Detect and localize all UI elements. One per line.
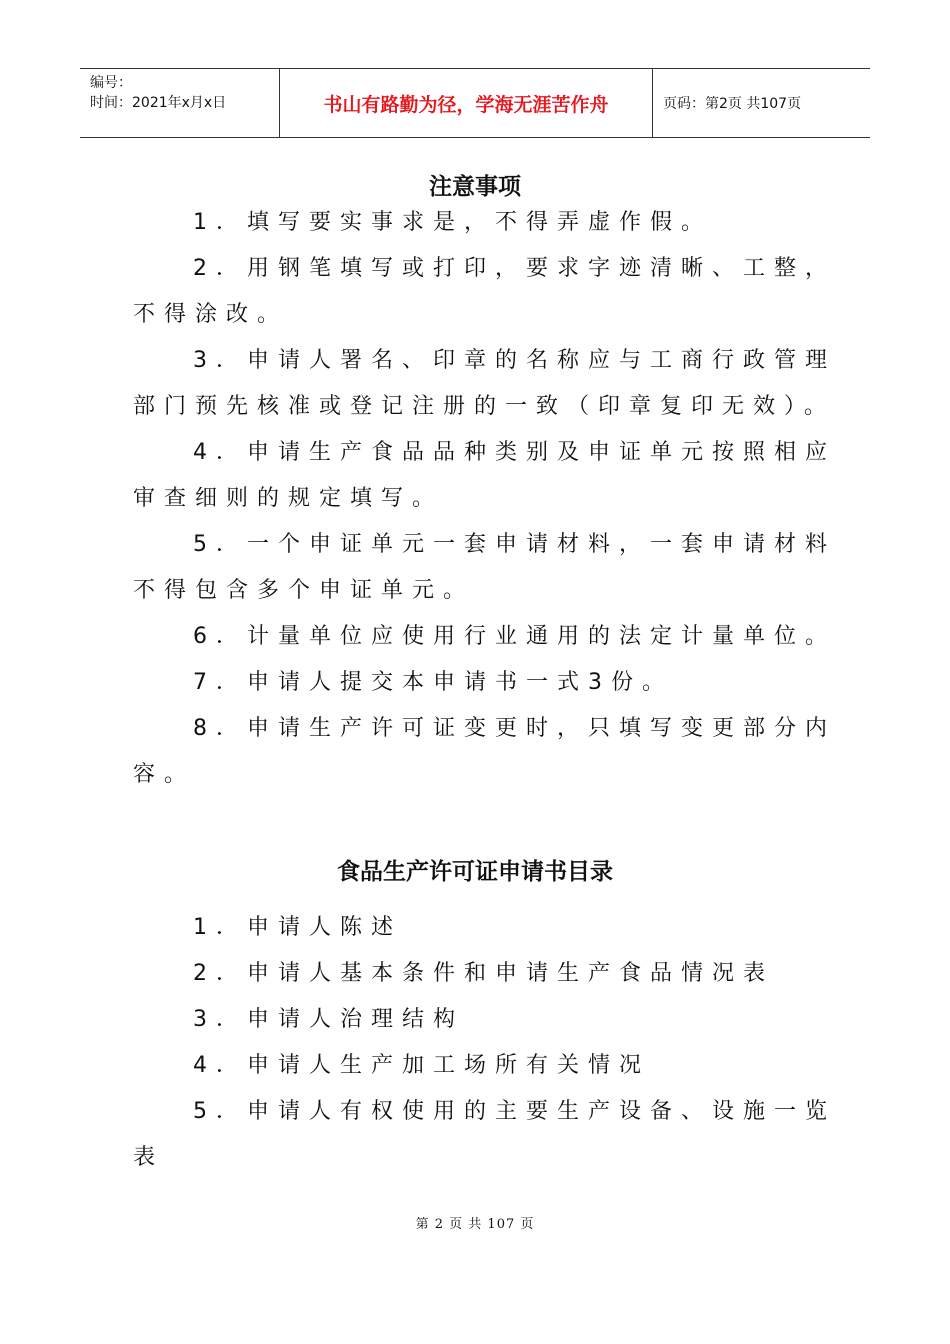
list-item-line: 8．申请生产许可证变更时，只填写变更部分内: [193, 716, 836, 741]
list-item: [133, 905, 823, 951]
list-item: [133, 997, 823, 1043]
header-page-code: 页码：第2页 共107页: [663, 96, 802, 112]
list-item-line: 4．申请人生产加工场所有关情况: [193, 1053, 650, 1078]
list-item: [133, 1043, 823, 1089]
list-item: [133, 522, 836, 614]
list-item-line: 审查细则的规定填写。: [133, 486, 444, 511]
contents-list: [133, 905, 836, 1181]
list-item-line: 5．一个申证单元一套申请材料，一套申请材料: [193, 532, 836, 557]
list-item-line: 2．申请人基本条件和申请生产食品情况表: [193, 961, 774, 986]
list-item-line: 不得涂改。: [133, 302, 289, 327]
notice-list: [133, 200, 836, 798]
header-meta: [80, 69, 280, 137]
list-item: [133, 430, 836, 522]
list-item-line: 6．计量单位应使用行业通用的法定计量单位。: [193, 624, 836, 649]
list-item-line: 1．申请人陈述: [193, 915, 402, 940]
list-item: [133, 660, 823, 706]
list-item-line: 3．申请人治理结构: [193, 1007, 464, 1032]
list-item: [133, 614, 836, 660]
list-item-line: 1．填写要实事求是，不得弄虚作假。: [193, 210, 712, 235]
header-motto: 书山有路勤为径，学海无涯苦作舟: [280, 69, 653, 137]
page-footer: 第 2 页 共 107 页: [415, 1217, 535, 1232]
list-item: [133, 1089, 836, 1181]
list-item-line: 3．申请人署名、印章的名称应与工商行政管理: [193, 348, 836, 373]
page-header: [80, 68, 870, 138]
list-item-line: 不得包含多个申证单元。: [133, 578, 475, 603]
serial-label: 编号：: [90, 75, 132, 91]
notice-title: 注意事项: [429, 173, 521, 200]
list-item: [133, 246, 836, 338]
list-item-line: 表: [133, 1145, 165, 1170]
time-label: 时间：2021年x月x日: [90, 95, 227, 111]
list-item-line: 容。: [133, 762, 196, 787]
list-item-line: 2．用钢笔填写或打印，要求字迹清晰、工整，: [193, 256, 836, 281]
list-item: [133, 706, 836, 798]
list-item-line: 4．申请生产食品品种类别及申证单元按照相应: [193, 440, 836, 465]
list-item: [133, 200, 823, 246]
list-item-line: 部门预先核准或登记注册的一致（印章复印无效）。: [133, 394, 836, 419]
list-item: [133, 338, 836, 430]
list-item: [133, 951, 823, 997]
list-item-line: 5．申请人有权使用的主要生产设备、设施一览: [193, 1099, 836, 1124]
list-item-line: 7．申请人提交本申请书一式3份。: [193, 670, 673, 695]
contents-title: 食品生产许可证申请书目录: [337, 858, 613, 885]
